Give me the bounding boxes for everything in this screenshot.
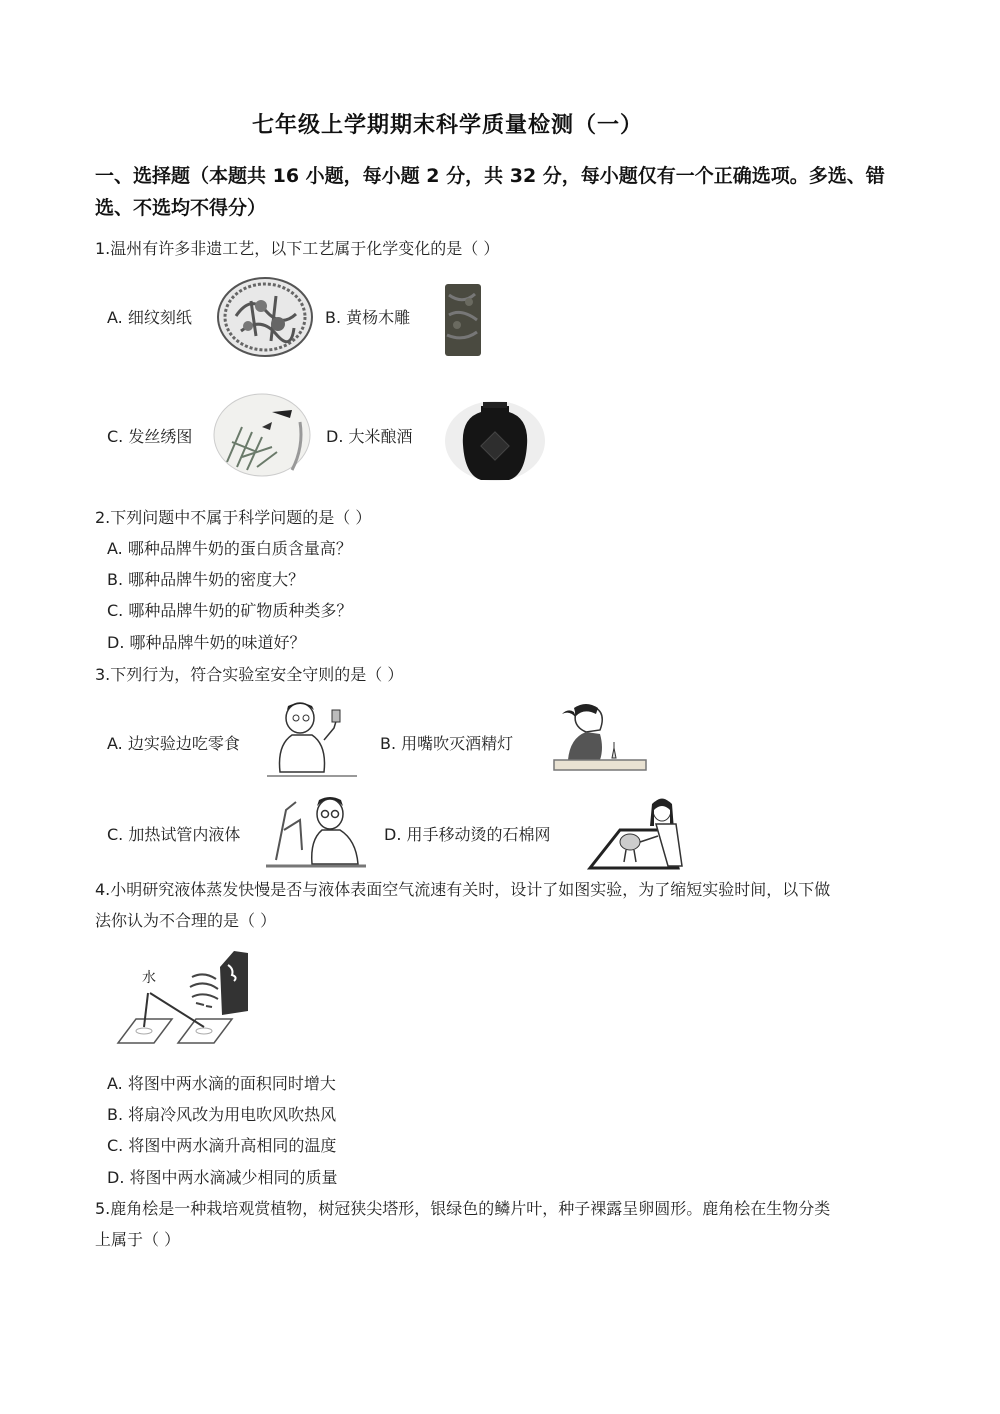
q1-option-b: B. 黄杨木雕	[325, 308, 411, 327]
question-3-text: 3.下列行为，符合实验室安全守则的是（ ）	[95, 665, 404, 684]
q2-option-b: B. 哪种品牌牛奶的密度大？	[107, 570, 305, 589]
question-4-text-line-1: 4.小明研究液体蒸发快慢是否与液体表面空气流速有关时，设计了如图实验，为了缩短实验时间，以下做	[95, 880, 831, 899]
page-title: 七年级上学期期末科学质量检测（一）	[252, 113, 644, 138]
heating-test-tube-image	[266, 790, 366, 870]
q2-option-a: A. 哪种品牌牛奶的蛋白质含量高？	[107, 539, 352, 558]
question-2-text: 2.下列问题中不属于科学问题的是（ ）	[95, 508, 372, 527]
wood-carving-image	[433, 280, 493, 360]
rice-wine-jar-image	[443, 400, 547, 482]
q3-option-d: D. 用手移动烫的石棉网	[384, 825, 551, 844]
question-5-text-line-2: 上属于（ ）	[95, 1230, 181, 1249]
eating-snack-image	[262, 700, 362, 780]
q1-option-d: D. 大米酿酒	[326, 427, 413, 446]
paper-cutting-image	[216, 276, 314, 358]
q2-option-c: C. 哪种品牌牛奶的矿物质种类多？	[107, 601, 353, 620]
moving-hot-gauze-image	[586, 796, 688, 872]
section-heading: 一、选择题（本题共 16 小题，每小题 2 分，共 32 分，每小题仅有一个正确选项。多选、错选、不选均不得分）	[95, 165, 885, 219]
q3-option-a: A. 边实验边吃零食	[107, 734, 240, 753]
water-label: 水	[142, 970, 156, 986]
q4-option-b: B. 将扇冷风改为用电吹风吹热风	[107, 1105, 337, 1124]
evaporation-experiment-figure	[100, 945, 250, 1045]
question-1-text: 1.温州有许多非遗工艺，以下工艺属于化学变化的是（ ）	[95, 239, 500, 258]
question-4-text-line-2: 法你认为不合理的是（ ）	[95, 911, 277, 930]
q2-option-d: D. 哪种品牌牛奶的味道好？	[107, 633, 306, 652]
blowing-lamp-image	[548, 702, 648, 776]
q4-option-c: C. 将图中两水滴升高相同的温度	[107, 1136, 337, 1155]
q1-option-c: C. 发丝绣图	[107, 427, 193, 446]
q3-option-c: C. 加热试管内液体	[107, 825, 241, 844]
q4-option-a: A. 将图中两水滴的面积同时增大	[107, 1074, 336, 1093]
q4-option-d: D. 将图中两水滴减少相同的质量	[107, 1168, 338, 1187]
q3-option-b: B. 用嘴吹灭酒精灯	[380, 734, 514, 753]
q1-option-a: A. 细纹刻纸	[107, 308, 192, 327]
question-5-text-line-1: 5.鹿角桧是一种栽培观赏植物，树冠狭尖塔形，银绿色的鳞片叶，种子裸露呈卵圆形。鹿角桧在生物分类	[95, 1199, 831, 1218]
hair-embroidery-image	[212, 392, 312, 478]
